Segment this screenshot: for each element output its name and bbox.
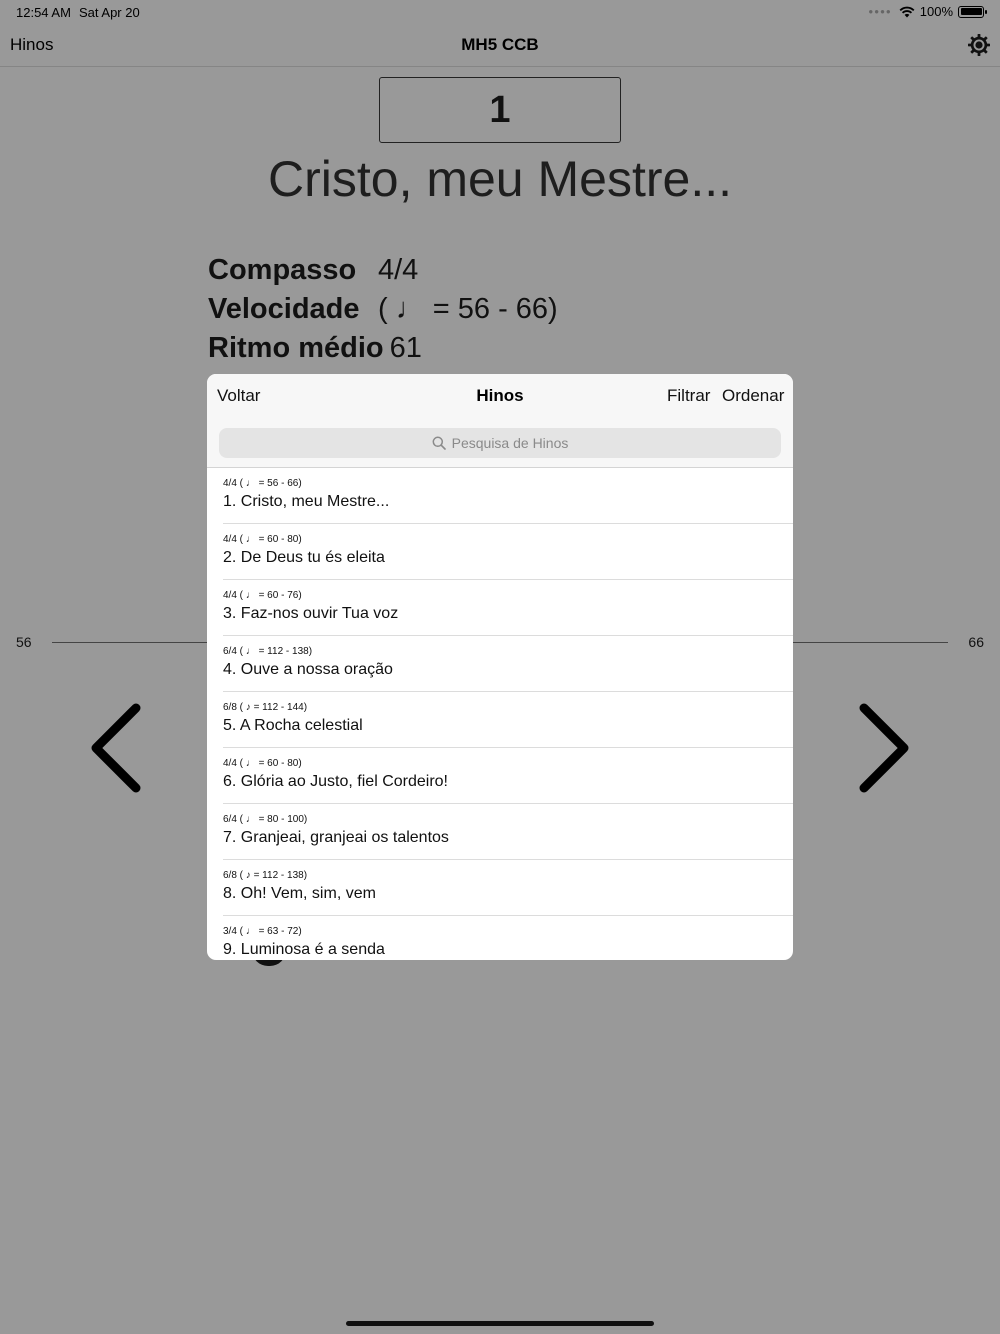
item-meta: 4/4 ( ♩ = 60 - 80) <box>223 534 302 545</box>
filter-button[interactable]: Filtrar <box>667 386 711 405</box>
hymn-list-popover <box>207 374 793 960</box>
item-meta: 4/4 ( ♩ = 56 - 66) <box>223 478 302 489</box>
search-placeholder: Pesquisa de Hinos <box>451 435 569 451</box>
home-indicator[interactable] <box>346 1321 654 1326</box>
compasso-value: 4/4 <box>378 254 419 286</box>
list-item[interactable] <box>223 860 793 916</box>
search-input[interactable] <box>219 428 781 458</box>
hymn-list <box>207 468 793 960</box>
list-item[interactable] <box>223 636 793 692</box>
item-title: 4. Ouve a nossa oração <box>223 661 393 678</box>
list-item[interactable] <box>223 748 793 804</box>
status-indicators <box>868 4 984 19</box>
chevron-left-icon[interactable] <box>86 700 146 796</box>
item-meta: 6/8 ( ♪ = 112 - 144) <box>223 702 308 713</box>
list-item[interactable] <box>223 468 793 524</box>
slider-min-label: 56 <box>16 634 32 650</box>
list-item[interactable] <box>223 692 793 748</box>
ritmo-row <box>208 332 422 365</box>
signal-icon: ●●●● <box>868 7 892 16</box>
slider-max-label: 66 <box>968 634 984 650</box>
status-bar <box>0 0 1000 24</box>
wifi-icon <box>899 6 915 18</box>
item-meta: 4/4 ( ♩ = 60 - 80) <box>223 758 302 769</box>
battery-percent: 100% <box>919 4 953 19</box>
item-title: 1. Cristo, meu Mestre... <box>223 493 390 510</box>
item-title: 9. Luminosa é a senda <box>223 941 385 958</box>
compasso-row <box>208 254 419 287</box>
gear-icon[interactable] <box>967 33 991 57</box>
item-meta: 6/4 ( ♩ = 112 - 138) <box>223 646 313 657</box>
sort-button[interactable]: Ordenar <box>722 386 785 405</box>
hymn-number-field[interactable]: 1 <box>379 77 621 143</box>
velocidade-label: Velocidade <box>208 293 360 325</box>
list-item[interactable] <box>223 916 793 960</box>
chevron-right-icon[interactable] <box>854 700 914 796</box>
popover-back-button[interactable]: Voltar <box>217 386 261 405</box>
item-meta: 6/8 ( ♪ = 112 - 138) <box>223 870 308 881</box>
hymn-title: Cristo, meu Mestre... <box>268 151 732 207</box>
nav-back-button[interactable]: Hinos <box>10 35 54 54</box>
nav-title: MH5 CCB <box>461 35 539 54</box>
search-icon <box>432 436 446 450</box>
list-item[interactable] <box>223 524 793 580</box>
nav-bar <box>0 24 1000 67</box>
compasso-label: Compasso <box>208 254 357 286</box>
list-item[interactable] <box>223 804 793 860</box>
item-title: 2. De Deus tu és eleita <box>223 549 385 566</box>
ritmo-value: 61 <box>389 332 422 364</box>
item-title: 5. A Rocha celestial <box>223 717 363 734</box>
status-date: Sat Apr 20 <box>79 5 140 20</box>
popover-title: Hinos <box>476 386 524 405</box>
item-title: 6. Glória ao Justo, fiel Cordeiro! <box>223 773 448 790</box>
item-title: 7. Granjeai, granjeai os talentos <box>223 829 449 846</box>
ritmo-label: Ritmo médio <box>208 332 384 364</box>
velocidade-row <box>208 293 558 326</box>
battery-icon <box>958 6 984 18</box>
item-meta: 4/4 ( ♩ = 60 - 76) <box>223 590 302 601</box>
status-time: 12:54 AM <box>16 5 71 20</box>
item-title: 8. Oh! Vem, sim, vem <box>223 885 376 902</box>
item-meta: 6/4 ( ♩ = 80 - 100) <box>223 814 308 825</box>
item-meta: 3/4 ( ♩ = 63 - 72) <box>223 926 302 937</box>
popover-header <box>207 374 793 468</box>
list-item[interactable] <box>223 580 793 636</box>
item-title: 3. Faz-nos ouvir Tua voz <box>223 605 399 622</box>
velocidade-value: ( ♩ = 56 - 66) <box>378 293 558 325</box>
